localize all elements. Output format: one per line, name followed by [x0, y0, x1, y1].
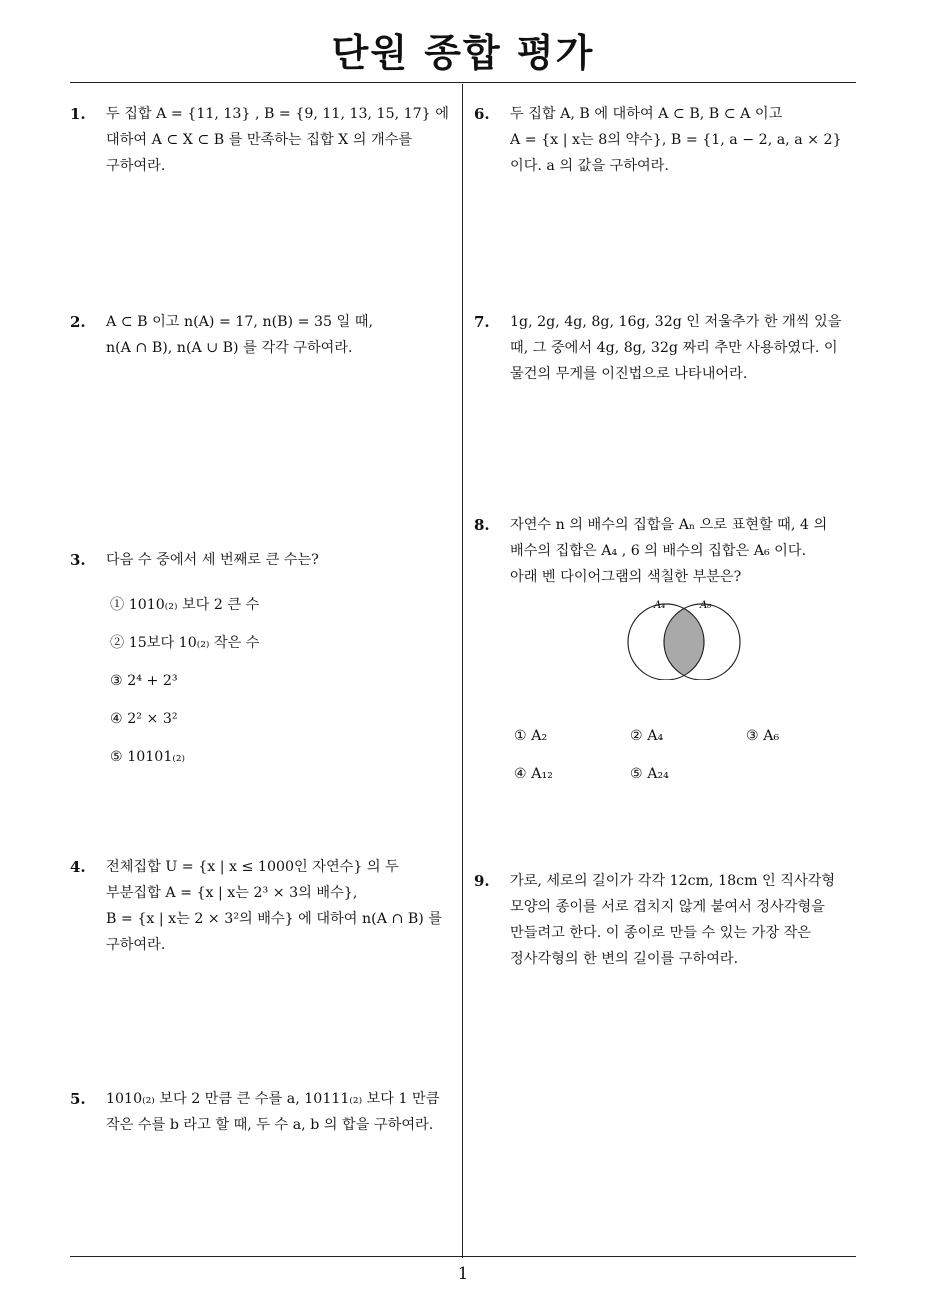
problem-number: 7. — [474, 313, 490, 331]
problem-text-line: A ⊂ B 이고 n(A) = 17, n(B) = 35 일 때, — [106, 314, 373, 330]
answer-option[interactable]: ① 1010₍₂₎ 보다 2 큰 수 — [110, 597, 260, 613]
problem-number: 3. — [70, 551, 86, 569]
problem-4 — [70, 854, 456, 958]
problem-text-line: 물건의 무게를 이진법으로 나타내어라. — [510, 366, 748, 382]
problem-text-line: 전체집합 U = {x | x ≤ 1000인 자연수} 의 두 — [106, 859, 399, 875]
answer-option[interactable]: ⑤ A₂₄ — [630, 766, 669, 782]
problem-text-line: 가로, 세로의 길이가 각각 12cm, 18cm 인 직사각형 — [510, 873, 836, 889]
problem-text-line: 구하여라. — [106, 937, 166, 953]
problem-2 — [70, 309, 456, 361]
answer-option[interactable]: ① A₂ — [514, 728, 548, 744]
problem-number: 9. — [474, 872, 490, 890]
problem-text-line: 모양의 종이를 서로 겹치지 않게 붙여서 정사각형을 — [510, 899, 825, 915]
problem-text-line: 구하여라. — [106, 158, 166, 174]
problem-8 — [474, 512, 860, 590]
problem-number: 1. — [70, 105, 86, 123]
page-number: 1 — [457, 1264, 469, 1284]
problem-text-line: n(A ∩ B), n(A ∪ B) 를 각각 구하여라. — [106, 340, 353, 356]
problem-text-line: 만들려고 한다. 이 종이로 만들 수 있는 가장 작은 — [510, 925, 811, 941]
footer-rule — [70, 1256, 856, 1257]
problem-5 — [70, 1086, 456, 1138]
problem-text-line: 1010₍₂₎ 보다 2 만큼 큰 수를 a, 10111₍₂₎ 보다 1 만큼 — [106, 1091, 440, 1107]
problem-text-line: 다음 수 중에서 세 번째로 큰 수는? — [106, 552, 319, 568]
problem-9 — [474, 868, 860, 972]
answer-option[interactable]: ② A₄ — [630, 728, 664, 744]
page-title: 단원 종합 평가 — [331, 31, 595, 75]
problem-text-line: 정사각형의 한 변의 길이를 구하여라. — [510, 951, 739, 967]
problem-text-line: 대하여 A ⊂ X ⊂ B 를 만족하는 집합 X 의 개수를 — [106, 132, 413, 148]
problem-7 — [474, 309, 860, 387]
answer-options — [110, 595, 456, 785]
venn-diagram — [622, 596, 746, 680]
problem-text-line: 때, 그 중에서 4g, 8g, 32g 짜리 추만 사용하였다. 이 — [510, 340, 838, 356]
problem-number: 2. — [70, 313, 86, 331]
problem-1 — [70, 101, 456, 179]
answer-option[interactable]: ④ 2² × 3² — [110, 711, 178, 727]
problem-3 — [70, 547, 456, 785]
answer-option[interactable]: ④ A₁₂ — [514, 766, 553, 782]
problem-number: 6. — [474, 105, 490, 123]
venn-label: A₄ — [654, 600, 666, 611]
header-rule — [70, 82, 856, 83]
problem-text-line: 부분집합 A = {x | x는 2³ × 3의 배수}, — [106, 885, 358, 901]
problem-text-line: 자연수 n 의 배수의 집합을 Aₙ 으로 표현할 때, 4 의 — [510, 517, 828, 533]
problem-number: 8. — [474, 516, 490, 534]
venn-label: A₆ — [700, 600, 712, 611]
answer-option[interactable]: ③ 2⁴ + 2³ — [110, 673, 178, 689]
answer-option[interactable]: ② 15보다 10₍₂₎ 작은 수 — [110, 635, 260, 651]
problem-number: 5. — [70, 1090, 86, 1108]
answer-option[interactable]: ③ A₆ — [746, 728, 780, 744]
problem-text-line: 작은 수를 b 라고 할 때, 두 수 a, b 의 합을 구하여라. — [106, 1117, 434, 1133]
problem-text-line: 두 집합 A, B 에 대하여 A ⊂ B, B ⊂ A 이고 — [510, 106, 783, 122]
problem-text-line: 이다. a 의 값을 구하여라. — [510, 158, 669, 174]
problem-text-line: 1g, 2g, 4g, 8g, 16g, 32g 인 저울추가 한 개씩 있을 — [510, 314, 842, 330]
problem-text-line: 아래 벤 다이어그램의 색칠한 부분은? — [510, 569, 742, 585]
answer-option[interactable]: ⑤ 10101₍₂₎ — [110, 749, 186, 765]
column-divider — [462, 84, 463, 1258]
problem-text-line: 배수의 집합은 A₄ , 6 의 배수의 집합은 A₆ 이다. — [510, 543, 807, 559]
problem-6 — [474, 101, 860, 179]
problem-text-line: A = {x | x는 8의 약수}, B = {1, a − 2, a, a × 2} — [510, 132, 842, 148]
problem-text-line: 두 집합 A = {11, 13} , B = {9, 11, 13, 15, 17} 에 — [106, 106, 449, 122]
problem-text-line: B = {x | x는 2 × 3²의 배수} 에 대하여 n(A ∩ B) 를 — [106, 911, 443, 927]
problem-number: 4. — [70, 858, 86, 876]
